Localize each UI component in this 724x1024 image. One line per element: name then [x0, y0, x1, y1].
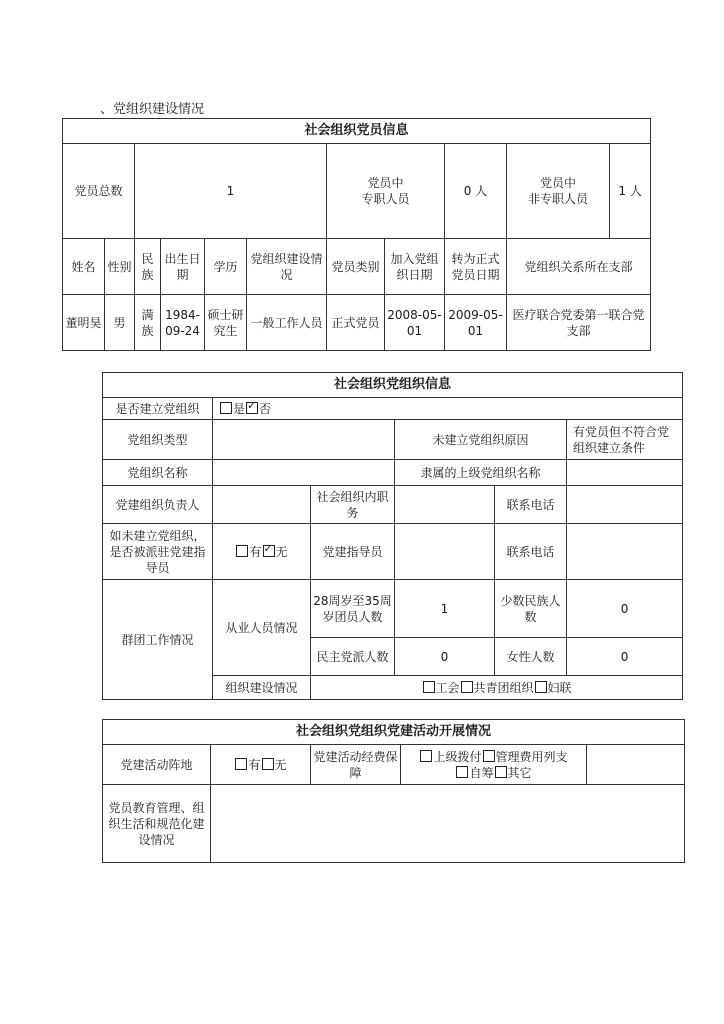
- funding-self-checkbox[interactable]: [456, 766, 468, 778]
- member-join-date: 2008-05-01: [385, 295, 445, 351]
- member-role: 一般工作人员: [247, 295, 327, 351]
- established-options: [213, 398, 683, 420]
- phone-label: 联系电话: [495, 486, 567, 524]
- funding-mgmt-checkbox[interactable]: [483, 750, 495, 762]
- democratic-label: 民主党派人数: [311, 638, 395, 676]
- activity-table-title: 社会组织党组织党建活动开展情况: [103, 720, 685, 745]
- activity-table: [102, 719, 685, 863]
- phone2-value: [567, 524, 683, 580]
- checkbox-label: 其它: [507, 765, 532, 780]
- org-table-title: 社会组织党组织信息: [103, 373, 683, 398]
- leader-label: 党建组织负责人: [103, 486, 213, 524]
- instructor-label: 党建指导员: [311, 524, 395, 580]
- venue-label: 党建活动阵地: [103, 745, 211, 785]
- checkbox-label: 妇联: [547, 680, 572, 695]
- member-info-table: [62, 118, 651, 351]
- instructor-question-label: 如未建立党组织，是否被派驻党建指导员: [103, 524, 213, 580]
- funding-extra-cell: [587, 745, 685, 785]
- established-yes-checkbox[interactable]: [220, 402, 232, 414]
- funding-other-checkbox[interactable]: [495, 766, 507, 778]
- member-table-title: 社会组织党员信息: [63, 119, 651, 144]
- header-cell: 党组织关系所在支部: [507, 239, 651, 295]
- instructor-value: [395, 524, 495, 580]
- member-education: 硕士研究生: [205, 295, 247, 351]
- member-birthdate: 1984-09-24: [161, 295, 205, 351]
- header-cell: 加入党组织日期: [385, 239, 445, 295]
- member-gender: 男: [105, 295, 135, 351]
- member-ethnicity: 满族: [135, 295, 161, 351]
- reason-label: 未建立党组织原因: [395, 420, 567, 460]
- education-value: [211, 785, 685, 863]
- org-build-label: 组织建设情况: [213, 676, 311, 700]
- header-cell: 党员类别: [327, 239, 385, 295]
- reason-value: 有党员但不符合党组织建立条件: [567, 420, 683, 460]
- org-info-table: [102, 372, 683, 700]
- checkbox-label: 管理费用列支: [495, 749, 568, 764]
- established-label: 是否建立党组织: [103, 398, 213, 420]
- org-name-value: [213, 460, 395, 486]
- parttime-value: 1 人: [618, 184, 642, 198]
- checkbox-label: 无: [275, 544, 288, 559]
- instructor-yes-checkbox[interactable]: [236, 545, 248, 557]
- minority-label: 少数民族人数: [495, 580, 567, 638]
- org-type-label: 党组织类型: [103, 420, 213, 460]
- funding-allocated-checkbox[interactable]: [420, 750, 432, 762]
- member-full-date: 2009-05-01: [445, 295, 507, 351]
- checkbox-label: 有: [248, 757, 261, 772]
- minority-value: 0: [567, 580, 683, 638]
- section-heading: 、党组织建设情况: [100, 102, 205, 117]
- header-cell: 转为正式党员日期: [445, 239, 507, 295]
- total-members-label: 党员总数: [63, 144, 135, 239]
- header-cell: 出生日期: [161, 239, 205, 295]
- youth-value: 1: [395, 580, 495, 638]
- mass-work-label: 群团工作情况: [103, 580, 213, 700]
- youth-label: 28周岁至35周岁团员人数: [311, 580, 395, 638]
- header-cell: 学历: [205, 239, 247, 295]
- checkbox-label: 有: [249, 544, 262, 559]
- header-cell: 姓名: [63, 239, 105, 295]
- member-branch: 医疗联合党委第一联合党支部: [507, 295, 651, 351]
- checkbox-label: 共青团组织: [473, 680, 534, 695]
- table-row: [63, 295, 651, 351]
- member-name: 董明昊: [63, 295, 105, 351]
- position-value: [395, 486, 495, 524]
- org-type-value: [213, 420, 395, 460]
- female-value: 0: [567, 638, 683, 676]
- fulltime-value: 0 人: [445, 144, 507, 239]
- youth-league-checkbox[interactable]: [461, 681, 473, 693]
- phone-value: [567, 486, 683, 524]
- header-cell: 性别: [105, 239, 135, 295]
- venue-no-checkbox[interactable]: [262, 758, 274, 770]
- female-label: 女性人数: [495, 638, 567, 676]
- funding-options: [401, 745, 587, 785]
- staff-label: 从业人员情况: [213, 580, 311, 676]
- total-members-value: 1: [135, 144, 327, 239]
- member-header-row: [63, 239, 651, 295]
- parent-org-value: [567, 460, 683, 486]
- established-no-checkbox[interactable]: [246, 402, 258, 414]
- democratic-value: 0: [395, 638, 495, 676]
- instructor-options: [213, 524, 311, 580]
- org-name-label: 党组织名称: [103, 460, 213, 486]
- checkbox-label: 工会: [435, 680, 460, 695]
- instructor-no-checkbox[interactable]: [263, 545, 275, 557]
- org-build-options: [311, 676, 683, 700]
- member-category: 正式党员: [327, 295, 385, 351]
- funding-label: 党建活动经费保障: [311, 745, 401, 785]
- venue-options: [211, 745, 311, 785]
- parent-org-label: 隶属的上级党组织名称: [395, 460, 567, 486]
- womens-federation-checkbox[interactable]: [535, 681, 547, 693]
- venue-yes-checkbox[interactable]: [235, 758, 247, 770]
- union-checkbox[interactable]: [423, 681, 435, 693]
- checkbox-label: 自筹: [469, 765, 494, 780]
- header-cell: 民族: [135, 239, 161, 295]
- fulltime-label: 党员中 专职人员: [327, 144, 445, 239]
- parttime-label: 党员中 非专职人员: [507, 144, 610, 238]
- checkbox-label: 上级拨付: [433, 749, 482, 764]
- checkbox-label: 是: [233, 401, 246, 416]
- checkbox-label: 否: [259, 401, 272, 416]
- leader-value: [213, 486, 311, 524]
- position-label: 社会组织内职务: [311, 486, 395, 524]
- education-label: 党员教育管理、组织生活和规范化建设情况: [103, 785, 211, 863]
- header-cell: 党组织建设情况: [247, 239, 327, 295]
- checkbox-label: 无: [274, 757, 287, 772]
- phone2-label: 联系电话: [495, 524, 567, 580]
